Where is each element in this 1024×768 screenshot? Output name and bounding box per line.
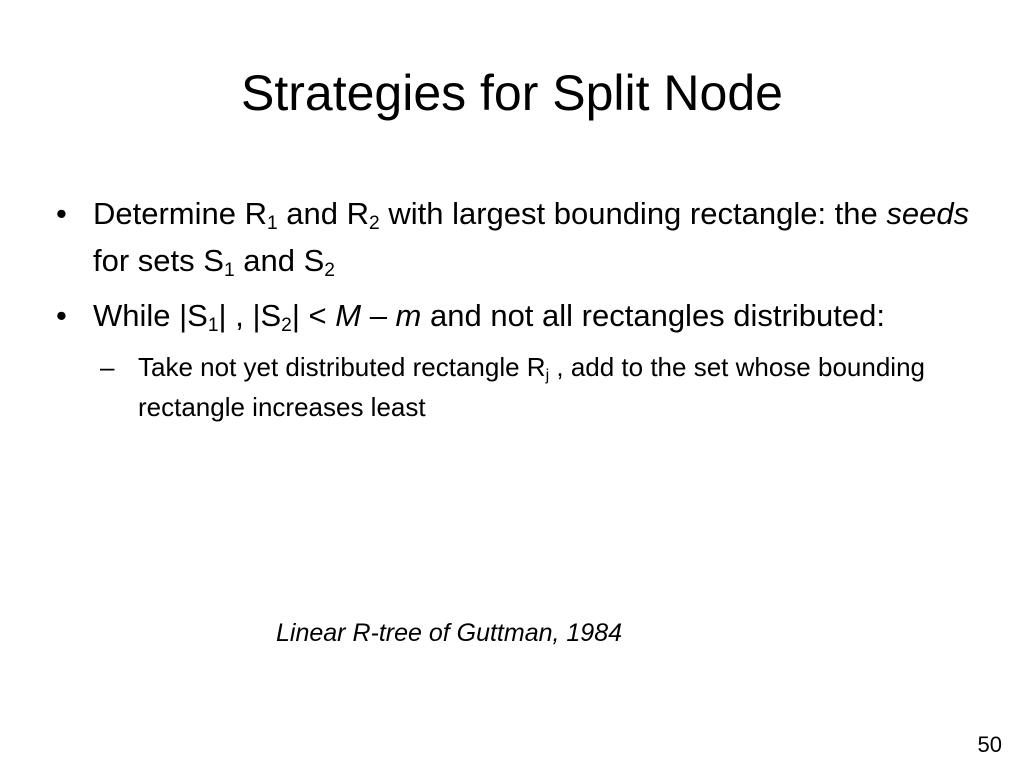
sub-bullet-item xyxy=(56,347,986,427)
sub-bullet-marker: – xyxy=(100,352,115,382)
caption: Linear R-tree of Guttman, 1984 xyxy=(276,619,623,647)
slide-title: Strategies for Split Node xyxy=(241,65,783,121)
bullet-item xyxy=(56,292,986,339)
bullet-text: While $|S_1|$ , $|S_2| < M - m$ and not all rectangles distributed: xyxy=(93,298,885,336)
bullet-list xyxy=(56,190,986,427)
bullet-text: Determine $R_1$ and $R_2$ with largest bounding rectangle: the seeds for sets $S_1$ and $S_2$ xyxy=(93,196,970,281)
bullet-marker: • xyxy=(56,196,67,231)
bullet-item xyxy=(56,190,986,284)
page-number: 50 xyxy=(977,732,1002,757)
sub-bullet-text: Take not yet distributed rectangle $R_j$ , add to the set whose bounding rectangle increases least xyxy=(138,352,925,422)
bullet-marker: • xyxy=(56,298,67,333)
